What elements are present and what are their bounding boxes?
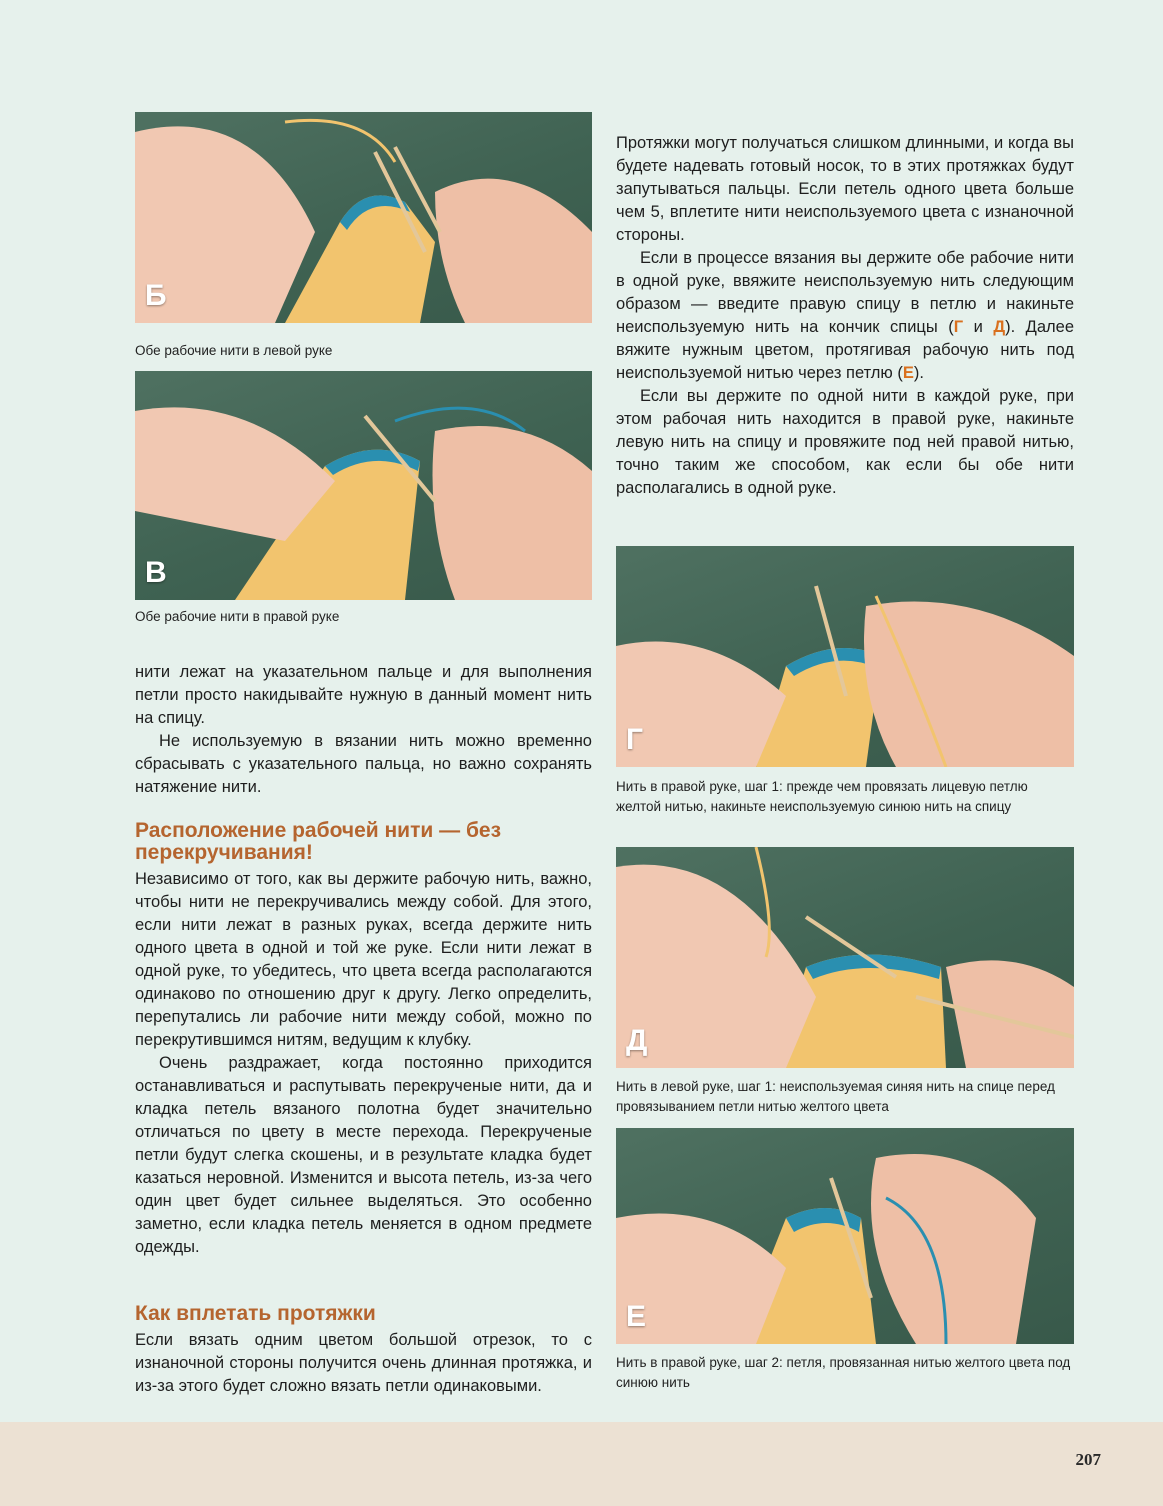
photo-b [135, 112, 592, 323]
knitting-illustration-d [616, 847, 1074, 1068]
photo-v [135, 371, 592, 600]
right-p1: Протяжки могут получаться слишком длинными, и когда вы будете надевать готовый носок, то в этих протяжках будут запутываться пальцы. Если петель одного цвета больше чем 5, вплетите нити неиспользуемого цвета с изнаночной стороны. [616, 134, 1074, 244]
photo-label-v: В [145, 556, 167, 589]
right-p2: Если в процессе вязания вы держите обе рабочие нити в одной руке, ввяжите неиспользуемую нить следующим образом — введите правую спицу в петлю и накиньте неиспользуемую нить на кончик спицы (Г и Д). Далее вяжите нужным цветом, протягивая рабочую нить под неиспользуемой нитью через петлю (Е). [616, 249, 1074, 382]
photo-label-b: Б [145, 279, 167, 312]
photo-g [616, 546, 1074, 767]
photo-e [616, 1128, 1074, 1344]
ref-g: Г [953, 318, 964, 336]
ref-d: Д [993, 318, 1006, 336]
right-column-text [616, 132, 1074, 500]
ref-e: Е [902, 364, 914, 382]
caption-g: Нить в правой руке, шаг 1: прежде чем провязать лицевую петлю желтой нитью, накиньте неиспользуемую синюю нить на спицу [616, 779, 1028, 814]
section-heading-twisting: Расположение рабочей нити — без перекручивания! [135, 819, 502, 864]
page-number: 207 [1075, 1450, 1101, 1469]
left-intro-p1: нити лежат на указательном пальце и для выполнения петли просто накидывайте нужную в данный момент нить на спицу. [135, 663, 592, 727]
knitting-illustration-b [135, 112, 592, 323]
caption-v: Обе рабочие нити в правой руке [135, 609, 340, 624]
knitting-illustration-v [135, 371, 592, 600]
left-intro [135, 661, 592, 799]
photo-d [616, 847, 1074, 1068]
section-floats-p1: Если вязать одним цветом большой отрезок, то с изнаночной стороны получится очень длинная протяжка, и из-за этого будет сложно вязать петли одинаковыми. [135, 1331, 592, 1395]
left-intro-p2: Не используемую в вязании нить можно временно сбрасывать с указательного пальца, но важно сохранять натяжение нити. [135, 732, 592, 796]
caption-d: Нить в левой руке, шаг 1: неиспользуемая синяя нить на спице перед провязыванием петли нитью желтого цвета [616, 1079, 1055, 1114]
knitting-illustration-e [616, 1128, 1074, 1344]
section-heading-floats: Как вплетать протяжки [135, 1302, 376, 1325]
section-floats-body [135, 1329, 592, 1398]
photo-label-g: Г [626, 723, 644, 756]
caption-e: Нить в правой руке, шаг 2: петля, провязанная нитью желтого цвета под синюю нить [616, 1355, 1071, 1390]
right-p3: Если вы держите по одной нити в каждой руке, при этом рабочая нить находится в правой руке, накиньте левую нить на спицу и провяжите под ней правой нитью, точно таким же способом, как если бы обе нити располагались в одной руке. [616, 387, 1074, 497]
section-twisting-body [135, 868, 592, 1259]
photo-label-d: Д [626, 1024, 648, 1057]
footer-band [0, 1422, 1163, 1506]
section-twisting-p2: Очень раздражает, когда постоянно приходится останавливаться и распутывать перекрученые нити, да и кладка петель вязаного полотна будет значительно отличаться по цвету в месте перехода. Перекрученые петли будут слегка скошены, и в результате кладка будет казаться неровной. Изменится и высота петель, из-за чего один цвет будет сильнее выделяться. Это особенно заметно, если кладка петель меняется в одном предмете одежды. [135, 1054, 592, 1256]
caption-b: Обе рабочие нити в левой руке [135, 343, 333, 358]
photo-label-e: Е [626, 1300, 647, 1333]
knitting-illustration-g [616, 546, 1074, 767]
section-twisting-p1: Независимо от того, как вы держите рабочую нить, важно, чтобы нити не перекручивались между собой. Для этого, если нити лежат в разных руках, всегда держите нить одного цвета в одной и той же руке. Если нити лежат в одной руке, то убедитесь, что цвета всегда располагаются одинаково по отношению друг к другу. Легко определить, перепутались ли рабочие нити между собой, можно по перекрутившимся нитям, ведущим к клубку. [135, 870, 592, 1049]
